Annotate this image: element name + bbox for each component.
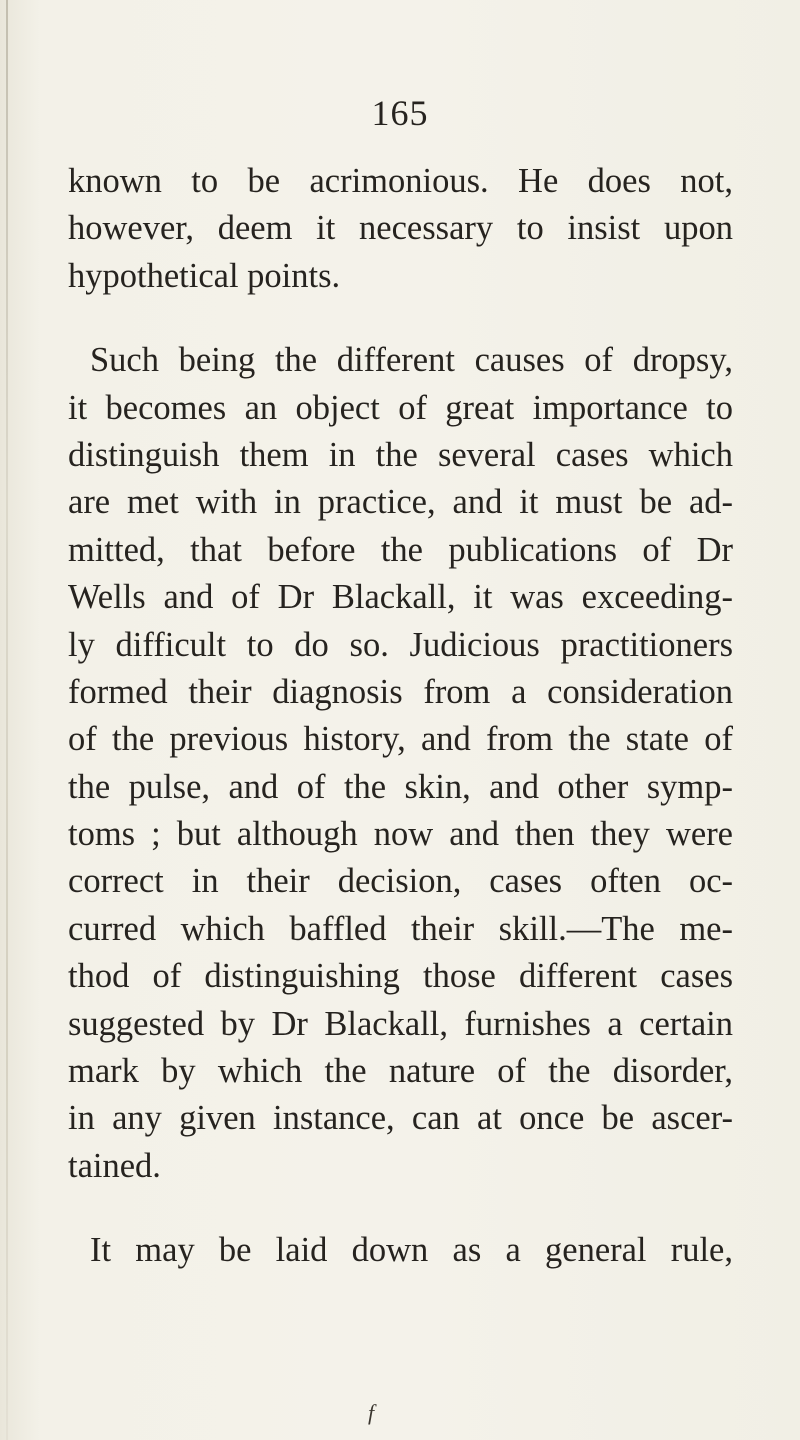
stray-ink-mark: f bbox=[368, 1400, 375, 1425]
paragraph-2 bbox=[68, 337, 733, 1190]
body-text bbox=[68, 158, 733, 1275]
text-line: ly difficult to do so. Judicious practitioners bbox=[68, 625, 733, 664]
paragraph-3 bbox=[68, 1227, 733, 1274]
text-line: tained. bbox=[68, 1146, 161, 1185]
text-line: it becomes an object of great importance to bbox=[68, 388, 733, 427]
paragraph-1 bbox=[68, 158, 733, 300]
text-line: formed their diagnosis from a consideration bbox=[68, 672, 733, 711]
text-line: Such being the different causes of dropsy, bbox=[90, 341, 733, 380]
text-line: in any given instance, can at once be ascer- bbox=[68, 1099, 733, 1138]
text-line: correct in their decision, cases often oc- bbox=[68, 862, 733, 901]
text-line: Wells and of Dr Blackall, it was exceeding- bbox=[68, 578, 733, 617]
text-line: the pulse, and of the skin, and other symp- bbox=[68, 767, 733, 806]
text-line: are met with in practice, and it must be ad- bbox=[68, 483, 733, 522]
text-line: mitted, that before the publications of Dr bbox=[68, 530, 733, 569]
page-gutter-edge bbox=[6, 0, 8, 1440]
text-line: toms ; but although now and then they were bbox=[68, 815, 733, 854]
paragraph-spacer bbox=[68, 300, 733, 337]
text-line: thod of distinguishing those different cases bbox=[68, 957, 733, 996]
text-line: of the previous history, and from the state of bbox=[68, 720, 733, 759]
text-line: distinguish them in the several cases which bbox=[68, 435, 733, 474]
text-line: known to be acrimonious. He does not, bbox=[68, 162, 733, 200]
page-number: 165 bbox=[371, 93, 429, 133]
paragraph-spacer bbox=[68, 1190, 733, 1227]
text-line: however, deem it necessary to insist upon bbox=[68, 209, 733, 248]
text-line: It may be laid down as a general rule, bbox=[90, 1231, 733, 1270]
text-line: mark by which the nature of the disorder, bbox=[68, 1052, 733, 1091]
text-line: curred which baffled their skill.—The me- bbox=[68, 909, 733, 948]
text-line: hypothetical points. bbox=[68, 256, 341, 295]
text-line: suggested by Dr Blackall, furnishes a certain bbox=[68, 1004, 733, 1043]
